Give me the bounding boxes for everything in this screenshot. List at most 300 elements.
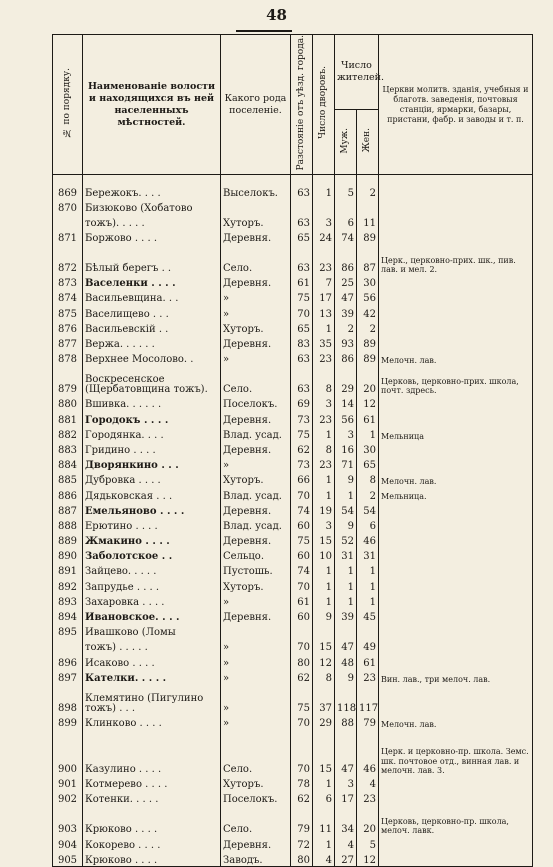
distance: 75 [291,532,313,547]
yard-count [313,623,335,638]
distance: 60 [291,547,313,562]
row-number: 880 [53,395,83,410]
settlement-kind: » [221,714,291,729]
yard-count: 1 [313,471,335,486]
yard-count: 37 [313,684,335,714]
row-number: 896 [53,653,83,668]
settlement-kind: Хуторъ. [221,775,291,790]
female-count: 79 [357,714,379,729]
distance: 74 [291,562,313,577]
institutions-note: Церк. и церковно-пр. школа. Земс. шк. почтовое отд., винная лав. и мелочн. лав. 3. [379,729,533,775]
table-row [53,350,533,365]
settlement-kind: Влад. усад. [221,486,291,501]
yard-count: 24 [313,229,335,244]
settlement-kind: » [221,684,291,714]
settlement-kind: Поселокъ. [221,395,291,410]
institutions-note [379,577,533,592]
header-name: Наименованіе волости и находящихся въ ней населенныхъ мѣстностей. [83,35,221,175]
table-row [53,244,533,274]
female-count: 1 [357,562,379,577]
female-count: 54 [357,502,379,517]
yard-count: 7 [313,274,335,289]
yard-count [313,199,335,214]
row-number: 893 [53,593,83,608]
male-count: 47 [335,638,357,653]
settlement-name: Исаково . . . . [83,653,221,668]
institutions-note: Мелочн. лав. [379,714,533,729]
row-number: 869 [53,183,83,198]
distance: 73 [291,410,313,425]
yard-count: 15 [313,729,335,775]
female-count: 4 [357,775,379,790]
header-female: Жен. [357,110,379,175]
yard-count: 1 [313,486,335,501]
distance: 80 [291,653,313,668]
settlement-name: Ивашково (Ломы [83,623,221,638]
table-row [53,456,533,471]
yard-count: 11 [313,805,335,835]
row-number [53,214,83,229]
female-count: 23 [357,669,379,684]
settlement-name: Воскресенское (Щербатовщина тожъ). [83,365,221,395]
table-row [53,638,533,653]
table-row [53,775,533,790]
settlement-name: Крюково . . . . [83,851,221,867]
male-count: 47 [335,729,357,775]
yard-count: 8 [313,365,335,395]
settlement-kind: Пустошь. [221,562,291,577]
settlements-table [52,34,533,867]
table-row [53,547,533,562]
row-number: 902 [53,790,83,805]
male-count: 71 [335,456,357,471]
institutions-note [379,183,533,198]
settlement-name: Боржово . . . . [83,229,221,244]
distance: 61 [291,593,313,608]
table-row [53,577,533,592]
yard-count: 8 [313,441,335,456]
female-count: 89 [357,335,379,350]
settlement-name: Городокъ . . . . [83,410,221,425]
row-number: 900 [53,729,83,775]
settlement-name: Емельяново . . . . [83,502,221,517]
yard-count: 10 [313,547,335,562]
row-number: 885 [53,471,83,486]
institutions-note [379,229,533,244]
institutions-note [379,547,533,562]
settlement-kind: Деревня. [221,608,291,623]
settlement-name: Крюково . . . . [83,805,221,835]
settlement-name: Клемятино (Пигулино тожъ) . . . [83,684,221,714]
table-row [53,562,533,577]
female-count: 12 [357,851,379,867]
male-count: 5 [335,183,357,198]
institutions-note [379,653,533,668]
yard-count: 23 [313,244,335,274]
distance: 65 [291,229,313,244]
table-row [53,790,533,805]
female-count: 117 [357,684,379,714]
distance: 60 [291,608,313,623]
male-count: 74 [335,229,357,244]
yard-count: 3 [313,517,335,532]
distance: 79 [291,805,313,835]
female-count: 11 [357,214,379,229]
female-count: 89 [357,229,379,244]
institutions-note [379,851,533,867]
settlement-name: Бизюково (Хобатово [83,199,221,214]
row-number: 905 [53,851,83,867]
female-count: 30 [357,441,379,456]
yard-count: 9 [313,608,335,623]
institutions-note: Церк., церковно-прих. шк., пив. лав. и мел. 2. [379,244,533,274]
settlement-kind: Село. [221,729,291,775]
row-number: 871 [53,229,83,244]
table-row [53,623,533,638]
settlement-name: Верхнее Мосолово. . [83,350,221,365]
settlement-kind: » [221,456,291,471]
female-count: 46 [357,532,379,547]
female-count: 31 [357,547,379,562]
distance: 63 [291,244,313,274]
header-distance: Разстояніе отъ уѣзд. города. [291,35,313,175]
settlement-kind: Деревня. [221,441,291,456]
institutions-note [379,532,533,547]
male-count: 93 [335,335,357,350]
settlement-kind: » [221,304,291,319]
settlement-kind: Село. [221,365,291,395]
page-number-underline [236,30,292,32]
female-count: 61 [357,653,379,668]
female-count: 89 [357,350,379,365]
table-row [53,183,533,198]
male-count: 1 [335,593,357,608]
table-row [53,805,533,835]
yard-count: 3 [313,214,335,229]
table-row [53,684,533,714]
distance: 80 [291,851,313,867]
row-number: 888 [53,517,83,532]
row-number: 881 [53,410,83,425]
male-count: 3 [335,775,357,790]
male-count: 1 [335,562,357,577]
row-number: 899 [53,714,83,729]
female-count: 49 [357,638,379,653]
male-count: 3 [335,426,357,441]
settlement-name: Городянка. . . . [83,426,221,441]
institutions-note [379,623,533,638]
settlement-kind: » [221,350,291,365]
distance: 63 [291,350,313,365]
settlement-name: Васильевщина. . . [83,289,221,304]
settlement-kind: Село. [221,244,291,274]
institutions-note [379,274,533,289]
distance: 74 [291,502,313,517]
settlement-kind: Влад. усад. [221,517,291,532]
settlement-name: Кателки. . . . . [83,669,221,684]
female-count: 8 [357,471,379,486]
yard-count: 23 [313,410,335,425]
yard-count: 1 [313,320,335,335]
table-row [53,214,533,229]
male-count: 39 [335,304,357,319]
yard-count: 12 [313,653,335,668]
female-count: 5 [357,835,379,850]
settlement-name: тожъ). . . . . [83,214,221,229]
yard-count: 29 [313,714,335,729]
distance: 61 [291,274,313,289]
settlement-name: Казулино . . . . [83,729,221,775]
institutions-note [379,214,533,229]
female-count: 12 [357,395,379,410]
male-count: 31 [335,547,357,562]
distance: 78 [291,775,313,790]
yard-count: 1 [313,835,335,850]
row-number: 875 [53,304,83,319]
settlement-kind: » [221,638,291,653]
table-row [53,517,533,532]
row-number: 898 [53,684,83,714]
table-row [53,471,533,486]
institutions-note: Мельница. [379,486,533,501]
institutions-note [379,304,533,319]
yard-count: 4 [313,851,335,867]
yard-count: 3 [313,395,335,410]
distance: 70 [291,304,313,319]
settlement-kind: Деревня. [221,229,291,244]
settlement-name: Запрудье . . . . [83,577,221,592]
institutions-note [379,608,533,623]
yard-count: 35 [313,335,335,350]
settlement-name: Вержа. . . . . . [83,335,221,350]
yard-count: 15 [313,638,335,653]
settlement-name: Дворянкино . . . [83,456,221,471]
table-row [53,729,533,775]
female-count: 46 [357,729,379,775]
table-row [53,320,533,335]
header-kind: Какого рода поселеніе. [221,35,291,175]
institutions-note [379,441,533,456]
institutions-note [379,289,533,304]
table-row [53,714,533,729]
distance: 63 [291,214,313,229]
table-row [53,289,533,304]
row-number: 876 [53,320,83,335]
settlement-kind: » [221,289,291,304]
institutions-note [379,835,533,850]
female-count: 1 [357,577,379,592]
distance: 62 [291,790,313,805]
header-male: Муж. [335,110,357,175]
male-count: 86 [335,244,357,274]
yard-count: 13 [313,304,335,319]
row-number: 872 [53,244,83,274]
institutions-note: Церковь, церковно-пр. школа, мелоч. лавк. [379,805,533,835]
institutions-note [379,320,533,335]
row-number: 883 [53,441,83,456]
distance [291,623,313,638]
institutions-note [379,199,533,214]
row-number: 891 [53,562,83,577]
institutions-note [379,638,533,653]
row-number: 887 [53,502,83,517]
settlement-name: Гридино . . . . [83,441,221,456]
institutions-note: Мельница [379,426,533,441]
yard-count: 23 [313,456,335,471]
settlement-kind: Хуторъ. [221,471,291,486]
distance: 83 [291,335,313,350]
male-count: 17 [335,790,357,805]
male-count: 34 [335,805,357,835]
male-count [335,199,357,214]
settlement-name: тожъ) . . . . . [83,638,221,653]
male-count: 1 [335,577,357,592]
row-number: 894 [53,608,83,623]
male-count: 29 [335,365,357,395]
header-yards: Число дворовъ. [313,35,335,175]
male-count: 88 [335,714,357,729]
settlement-name: Клинково . . . . [83,714,221,729]
institutions-note [379,684,533,714]
settlement-kind: » [221,653,291,668]
table-row [53,335,533,350]
male-count: 9 [335,471,357,486]
institutions-note: Церковь, церковно-прих. школа, почт. здресь. [379,365,533,395]
female-count: 6 [357,517,379,532]
institutions-note [379,335,533,350]
table-row [53,410,533,425]
female-count: 61 [357,410,379,425]
row-number [53,638,83,653]
male-count: 9 [335,669,357,684]
settlement-kind: Деревня. [221,835,291,850]
settlement-name: Дядьковская . . . [83,486,221,501]
male-count: 14 [335,395,357,410]
female-count [357,623,379,638]
settlement-name: Жмакино . . . . [83,532,221,547]
distance: 63 [291,183,313,198]
male-count: 1 [335,486,357,501]
female-count: 30 [357,274,379,289]
settlement-kind: Поселокъ. [221,790,291,805]
yard-count: 8 [313,669,335,684]
distance: 66 [291,471,313,486]
distance: 70 [291,714,313,729]
yard-count: 17 [313,289,335,304]
male-count: 16 [335,441,357,456]
female-count: 65 [357,456,379,471]
male-count: 52 [335,532,357,547]
female-count: 20 [357,365,379,395]
table-row [53,304,533,319]
male-count: 54 [335,502,357,517]
distance: 63 [291,365,313,395]
yard-count: 1 [313,775,335,790]
distance: 75 [291,684,313,714]
row-number: 901 [53,775,83,790]
distance: 70 [291,486,313,501]
table-row [53,441,533,456]
table-row [53,426,533,441]
settlement-name: Ерютино . . . . [83,517,221,532]
settlement-name: Ивановское. . . . [83,608,221,623]
institutions-note [379,456,533,471]
distance: 70 [291,638,313,653]
row-number: 882 [53,426,83,441]
settlement-kind [221,199,291,214]
row-number: 889 [53,532,83,547]
row-number: 904 [53,835,83,850]
settlement-name: Котенки. . . . . [83,790,221,805]
settlement-name: Васелищево . . . [83,304,221,319]
female-count: 20 [357,805,379,835]
table-row [53,835,533,850]
row-number: 884 [53,456,83,471]
male-count: 48 [335,653,357,668]
distance: 60 [291,517,313,532]
male-count [335,623,357,638]
row-number: 879 [53,365,83,395]
yard-count: 19 [313,502,335,517]
male-count: 9 [335,517,357,532]
table-row [53,851,533,867]
female-count [357,199,379,214]
settlement-kind: Деревня. [221,274,291,289]
institutions-note [379,593,533,608]
institutions-note [379,790,533,805]
distance: 72 [291,835,313,850]
institutions-note [379,410,533,425]
distance [291,199,313,214]
settlement-name: Дубровка . . . . [83,471,221,486]
institutions-note: Мелочн. лав. [379,471,533,486]
table-row [53,608,533,623]
settlement-kind: Деревня. [221,335,291,350]
female-count: 56 [357,289,379,304]
row-number: 897 [53,669,83,684]
institutions-note [379,775,533,790]
header-number: № по порядку. [53,35,83,175]
male-count: 25 [335,274,357,289]
institutions-note [379,502,533,517]
settlement-kind: Хуторъ. [221,320,291,335]
row-number: 877 [53,335,83,350]
settlement-name: Заболотское . . [83,547,221,562]
settlement-name: Васеленки . . . . [83,274,221,289]
settlement-kind: Хуторъ. [221,214,291,229]
yard-count: 1 [313,426,335,441]
table-row [53,532,533,547]
distance: 62 [291,441,313,456]
distance: 65 [291,320,313,335]
row-number: 890 [53,547,83,562]
header-residents: Число жителей. [335,35,379,110]
table-row [53,229,533,244]
table-row [53,199,533,214]
table-row [53,486,533,501]
male-count: 56 [335,410,357,425]
settlement-kind: Село. [221,805,291,835]
male-count: 6 [335,214,357,229]
header-notes: Церкви молитв. зданія, учебныя и благотв. заведенія, почтовыя станціи, ярмарки, базары, пристани, фабр. и заводы и т. п. [379,35,533,175]
settlement-kind: Деревня. [221,410,291,425]
institutions-note [379,562,533,577]
yard-count: 15 [313,532,335,547]
settlement-kind: Деревня. [221,532,291,547]
institutions-note [379,517,533,532]
yard-count: 1 [313,183,335,198]
settlement-kind: Сельцо. [221,547,291,562]
